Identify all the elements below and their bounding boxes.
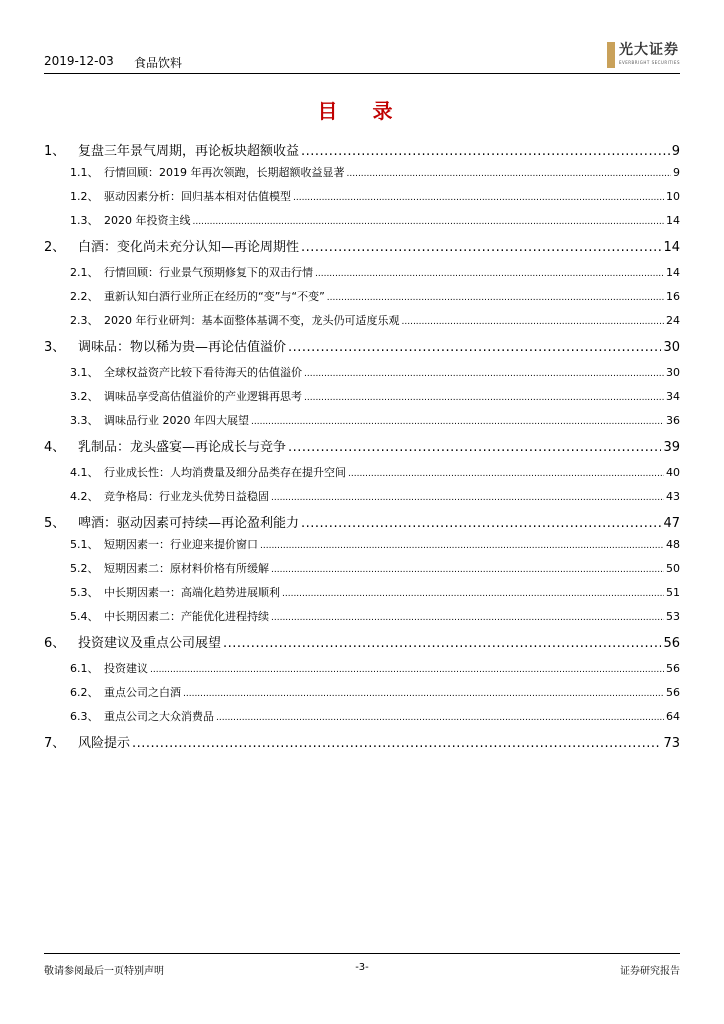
toc-chapter-row[interactable] <box>44 632 680 651</box>
toc-entry-page: 14 <box>666 266 680 279</box>
toc-section-row[interactable] <box>44 584 680 600</box>
toc-section-row[interactable] <box>44 608 680 624</box>
toc-entry-page: 14 <box>663 240 680 255</box>
toc-dot-leader <box>193 214 665 227</box>
toc-section-row[interactable] <box>44 560 680 576</box>
toc-dot-leader <box>282 586 664 599</box>
toc-entry-title: 行情回顾：行业景气预期修复下的双击行情 <box>104 266 313 279</box>
toc-section-row[interactable] <box>44 212 680 228</box>
toc-dot-leader <box>216 710 664 723</box>
toc-title: 目 录 <box>317 99 407 123</box>
toc-entry-number: 2、 <box>44 240 66 255</box>
toc-entry-title: 中长期因素一：高端化趋势进展顺利 <box>104 586 280 599</box>
toc-entry-title: 行情回顾：2019 年再次领跑，长期超额收益显著 <box>104 166 345 179</box>
toc-dot-leader <box>402 314 665 327</box>
toc-dot-leader <box>271 490 664 503</box>
toc-entry-title: 重点公司之白酒 <box>104 686 181 699</box>
toc-section-row[interactable] <box>44 488 680 504</box>
toc-entry-number: 3.3、 <box>70 414 99 427</box>
toc-entry-page: 50 <box>666 562 680 575</box>
toc-entry-number: 3、 <box>44 340 66 355</box>
toc-entry-number: 5、 <box>44 516 66 531</box>
toc-entry-title: 短期因素一：行业迎来提价窗口 <box>104 538 258 551</box>
report-date: 2019-12-03 <box>44 54 114 68</box>
toc-entry-title: 中长期因素二：产能优化进程持续 <box>104 610 269 623</box>
toc-dot-leader <box>271 562 664 575</box>
toc-dot-leader <box>301 516 661 531</box>
toc-dot-leader <box>301 144 670 159</box>
toc-entry-title: 调味品享受高估值溢价的产业逻辑再思考 <box>104 390 302 403</box>
toc-dot-leader <box>347 166 672 179</box>
toc-entry-number: 6、 <box>44 636 66 651</box>
toc-entry-number: 3.2、 <box>70 390 99 403</box>
toc-dot-leader <box>251 414 664 427</box>
toc-chapter-row[interactable] <box>44 436 680 455</box>
toc-section-row[interactable] <box>44 412 680 428</box>
toc-dot-leader <box>301 240 661 255</box>
toc-entry-number: 5.4、 <box>70 610 99 623</box>
toc-dot-leader <box>260 538 664 551</box>
toc-entry-number: 1.1、 <box>70 166 99 179</box>
toc-entry-title: 短期因素二：原材料价格有所缓解 <box>104 562 269 575</box>
toc-dot-leader <box>315 266 664 279</box>
toc-entry-title: 投资建议 <box>104 662 148 675</box>
toc-section-row[interactable] <box>44 464 680 480</box>
toc-entry-page: 47 <box>663 516 680 531</box>
toc-section-row[interactable] <box>44 364 680 380</box>
logo-mark-icon <box>607 42 615 68</box>
toc-entry-page: 53 <box>666 610 680 623</box>
toc-entry-title: 重新认知白酒行业所正在经历的“变”与“不变” <box>104 290 325 303</box>
toc-entry-number: 1.2、 <box>70 190 99 203</box>
logo-chinese-name: 光大证券 <box>618 42 679 58</box>
toc-entry-number: 2.2、 <box>70 290 99 303</box>
toc-entry-page: 40 <box>666 466 680 479</box>
toc-entry-title: 调味品行业 2020 年四大展望 <box>104 414 249 427</box>
toc-dot-leader <box>223 636 661 651</box>
toc-chapter-row[interactable] <box>44 512 680 531</box>
toc-entry-title: 乳制品：龙头盛宴—再论成长与竞争 <box>78 440 287 455</box>
toc-section-row[interactable] <box>44 288 680 304</box>
page-number: -3- <box>355 962 369 973</box>
toc-dot-leader <box>288 440 661 455</box>
toc-dot-leader <box>304 366 664 379</box>
toc-entry-title: 行业成长性：人均消费量及细分品类存在提升空间 <box>104 466 346 479</box>
toc-entry-number: 2.1、 <box>70 266 99 279</box>
toc-entry-number: 4、 <box>44 440 66 455</box>
toc-entry-page: 43 <box>666 490 680 503</box>
toc-entry-page: 9 <box>673 166 680 179</box>
toc-section-row[interactable] <box>44 164 680 180</box>
toc-entry-page: 24 <box>666 314 680 327</box>
toc-section-row[interactable] <box>44 188 680 204</box>
toc-dot-leader <box>327 290 664 303</box>
toc-chapter-row[interactable] <box>44 236 680 255</box>
toc-dot-leader <box>132 736 661 751</box>
toc-chapter-row[interactable] <box>44 336 680 355</box>
toc-dot-leader <box>183 686 664 699</box>
toc-section-row[interactable] <box>44 264 680 280</box>
toc-entry-number: 5.2、 <box>70 562 99 575</box>
page-header <box>44 40 680 72</box>
toc-entry-page: 30 <box>663 340 680 355</box>
toc-entry-title: 风险提示 <box>78 736 131 751</box>
toc-section-row[interactable] <box>44 536 680 552</box>
toc-entry-number: 2.3、 <box>70 314 99 327</box>
toc-entry-title: 白酒：变化尚未充分认知—再论周期性 <box>78 240 300 255</box>
toc-entry-page: 10 <box>666 190 680 203</box>
toc-chapter-row[interactable] <box>44 732 680 751</box>
toc-section-row[interactable] <box>44 660 680 676</box>
toc-entry-number: 1、 <box>44 144 66 159</box>
toc-entry-title: 调味品：物以稀为贵—再论估值溢价 <box>78 340 287 355</box>
toc-entry-number: 6.1、 <box>70 662 99 675</box>
report-category: 食品饮料 <box>134 56 183 70</box>
toc-entry-title: 啤酒：驱动因素可持续—再论盈利能力 <box>78 516 300 531</box>
toc-entry-page: 30 <box>666 366 680 379</box>
toc-entry-number: 1.3、 <box>70 214 99 227</box>
toc-entry-number: 6.2、 <box>70 686 99 699</box>
toc-entry-page: 73 <box>663 736 680 751</box>
toc-entry-title: 驱动因素分析：回归基本相对估值模型 <box>104 190 291 203</box>
toc-section-row[interactable] <box>44 684 680 700</box>
footer-report-type: 证券研究报告 <box>620 966 680 977</box>
toc-entry-title: 2020 年行业研判：基本面整体基调不变，龙头仍可适度乐观 <box>104 314 400 327</box>
toc-entry-number: 7、 <box>44 736 66 751</box>
toc-entry-number: 6.3、 <box>70 710 99 723</box>
toc-entry-page: 16 <box>666 290 680 303</box>
toc-entry-title: 竞争格局：行业龙头优势日益稳固 <box>104 490 269 503</box>
toc-entry-title: 重点公司之大众消费品 <box>104 710 214 723</box>
toc-entry-page: 64 <box>666 710 680 723</box>
toc-dot-leader <box>288 340 661 355</box>
toc-entry-page: 51 <box>666 586 680 599</box>
logo-english-name: EVERBRIGHT SECURITIES <box>618 60 680 65</box>
toc-dot-leader <box>293 190 664 203</box>
toc-entry-number: 3.1、 <box>70 366 99 379</box>
toc-entry-page: 56 <box>663 636 680 651</box>
toc-section-row[interactable] <box>44 312 680 328</box>
toc-dot-leader <box>348 466 664 479</box>
footer-divider <box>44 953 680 954</box>
toc-entry-page: 9 <box>671 144 680 159</box>
toc-entry-number: 4.1、 <box>70 466 99 479</box>
toc-chapter-row[interactable] <box>44 140 680 159</box>
toc-entry-page: 36 <box>666 414 680 427</box>
toc-entry-number: 5.3、 <box>70 586 99 599</box>
toc-dot-leader <box>304 390 664 403</box>
toc-entry-title: 全球权益资产比较下看待海天的估值溢价 <box>104 366 302 379</box>
toc-dot-leader <box>150 662 664 675</box>
toc-entry-page: 34 <box>666 390 680 403</box>
company-logo <box>607 42 680 68</box>
toc-entry-number: 5.1、 <box>70 538 99 551</box>
footer-disclaimer: 敬请参阅最后一页特别声明 <box>44 966 164 977</box>
toc-entry-number: 4.2、 <box>70 490 99 503</box>
toc-section-row[interactable] <box>44 708 680 724</box>
toc-entry-title: 复盘三年景气周期，再论板块超额收益 <box>78 144 300 159</box>
toc-entry-title: 投资建议及重点公司展望 <box>78 636 222 651</box>
toc-entry-page: 14 <box>666 214 680 227</box>
toc-entry-page: 48 <box>666 538 680 551</box>
toc-section-row[interactable] <box>44 388 680 404</box>
header-divider <box>44 73 680 74</box>
toc-entry-page: 56 <box>666 686 680 699</box>
toc-entry-page: 39 <box>663 440 680 455</box>
toc-entry-page: 56 <box>666 662 680 675</box>
toc-dot-leader <box>271 610 664 623</box>
toc-entry-title: 2020 年投资主线 <box>104 214 191 227</box>
